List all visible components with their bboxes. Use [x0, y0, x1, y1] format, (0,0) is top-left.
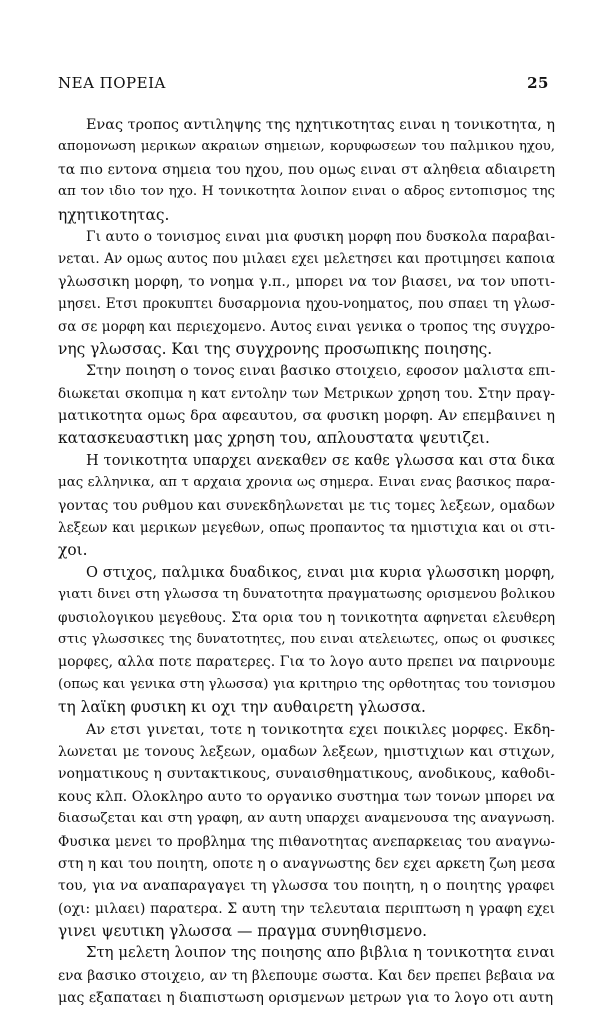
text-line: νης γλωσσας. Και της συγχρονης προσωπικης ποιησης. — [58, 339, 493, 358]
text-line: στη η και του ποιητη, οποτε η ο αναγνωστης δεν εχει αρκετη ζωη μεσα — [58, 855, 555, 872]
text-line: Η τονικοτητα υπαρχει ανεκαθεν σε καθε γλωσσα και στα δικα — [86, 451, 555, 469]
text-line: (οχι: μιλαει) παρατερα. Σ αυτη την τελευταια περιπτωση η γραφη εχει — [58, 900, 555, 917]
text-line: Ο στιχος, παλμικα δυαδικος, ειναι μια κυρια γλωσσικη μορφη, — [86, 563, 555, 581]
text-line: σα σε μορφη και περιεχομενο. Αυτος ειναι γενικα ο τροπος της συγχρο- — [58, 318, 555, 335]
text-line: ενα βασικο στοιχειο, αν τη βλεπουμε σωστα. Και δεν πρεπει βεβαια να — [58, 967, 555, 984]
body-text — [58, 114, 555, 1010]
paragraph — [58, 114, 555, 226]
page-number: 25 — [527, 74, 549, 92]
text-line: νεται. Αν ομως αυτος που μιλαει εχει μελετησει και προτιμησει καποια — [58, 251, 555, 268]
text-line: του, για να αναπαραγαγει τη γλωσσα του ποιητη, η ο ποιητης γραφει — [58, 878, 555, 895]
text-line: μορφες, αλλα ποτε παρατερες. Για το λογο αυτο πρεπει να παιρνουμε — [58, 654, 555, 671]
running-head: ΝΕΑ ΠΟΡΕΙΑ — [58, 74, 166, 92]
text-line: Αν ετσι γινεται, τοτε η τονικοτητα εχει ποικιλες μορφες. Εκδη- — [86, 721, 555, 738]
text-line: γιατι δινει στη γλωσσα τη δυνατοτητα πραγματωσης ορισμενου βολικου — [58, 587, 555, 603]
text-line: Ενας τροπος αντιληψης της ηχητικοτητας ειναι η τονικοτητα, η — [86, 117, 555, 133]
text-line: χοι. — [58, 541, 88, 560]
paragraph — [58, 226, 555, 360]
text-line: τη λαϊκη φυσικη κι οχι την αυθαιρετη γλωσσα. — [58, 698, 426, 717]
text-line: μησει. Ετσι προκυπτει δυσαρμονια ηχου-νοηματος, που σπαει τη γλωσ- — [58, 296, 555, 313]
text-line: Στη μελετη λοιπον της ποιησης απο βιβλια η τονικοτητα ειναι — [86, 944, 555, 962]
text-line: κους κλπ. Ολοκληρο αυτο το οργανικο συστημα των τονων μπορει να — [58, 788, 555, 805]
text-line: απ τον ιδιο τον ηχο. Η τονικοτητα λοιπον ειναι ο αδρος εντοπισμος της — [58, 184, 555, 200]
text-line: μας ελληνικα, απ τ αρχαια χρονια ως σημερα. Ειναι ενας βασικος παρα- — [58, 475, 555, 491]
text-line: γλωσσικη μορφη, το νοημα γ.π., μπορει να τον βιασει, να τον υποτι- — [58, 273, 555, 290]
paragraph — [58, 450, 555, 562]
text-line: τα πιο εντονα σημεια του ηχου, που ομως ειναι στ αληθεια αδιαιρετη — [58, 161, 555, 178]
text-line: (οπως και γενικα στη γλωσσα) για κριτηριο της ορθοτητας του τονισμου — [58, 676, 555, 692]
text-line: διασωζεται και στη γραφη, αν αυτη υπαρχει αναμενουσα της αναγνωση. — [58, 811, 555, 827]
text-line: στις γλωσσικες της δυνατοτητες, που ειναι ατελειωτες, οπως οι φυσικες — [58, 631, 555, 647]
text-line: διωκεται σκοπιμα η κατ εντολην των Μετρικων χρηση του. Στην πραγ- — [58, 385, 555, 402]
paragraph — [58, 942, 555, 1009]
text-line: λωνεται με τονους λεξεων, ομαδων λεξεων, ημιστιχιων και στιχων, — [58, 743, 555, 760]
page-header — [58, 74, 549, 94]
text-line: γινει ψευτικη γλωσσα — πραγμα συνηθισμενο. — [58, 922, 428, 941]
text-line: λεξεων και μερικων μεγεθων, οπως προπαντος τα ημιστιχια και οι στι- — [58, 520, 555, 537]
text-line: απομονωση μερικων ακραιων σημειων, κορυφωσεων του παλμικου ηχου, — [58, 139, 555, 155]
text-line: ηχητικοτητας. — [58, 205, 170, 224]
text-line: ματικοτητα ομως δρα αφεαυτου, σα φυσικη μορφη. Αν επεμβαινει η — [58, 408, 555, 425]
text-line: Στην ποιηση ο τονος ειναι βασικο στοιχειο, εφοσον μαλιστα επι- — [86, 363, 555, 380]
paragraph — [58, 719, 555, 943]
text-line: κατασκευαστικη μας χρηση του, απλουστατα ψευτιζει. — [58, 429, 490, 448]
text-line: γοντας του ρυθμου και συνεκδηλωνεται με τις τομες λεξεων, ομαδων — [58, 497, 555, 514]
text-line: φυσιολογικου μεγεθους. Στα ορια του η τονικοτητα αφηνεται ελευθερη — [58, 609, 555, 626]
text-line: Φυσικα μενει το προβλημα της πιθανοτητας ανεπαρκειας του αναγνω- — [58, 833, 555, 850]
paragraph — [58, 562, 555, 719]
text-line: Γι αυτο ο τονισμος ειναι μια φυσικη μορφη που δυσκολα παραβαι- — [86, 228, 555, 245]
text-line: νοηματικους η συντακτικους, συναισθηματικους, ανοδικους, καθοδι- — [58, 766, 555, 783]
text-line: μας εξαπαταει η διαπιστωση ορισμενων μετρων για το λογο οτι αυτη — [58, 990, 554, 1007]
paragraph — [58, 360, 555, 450]
